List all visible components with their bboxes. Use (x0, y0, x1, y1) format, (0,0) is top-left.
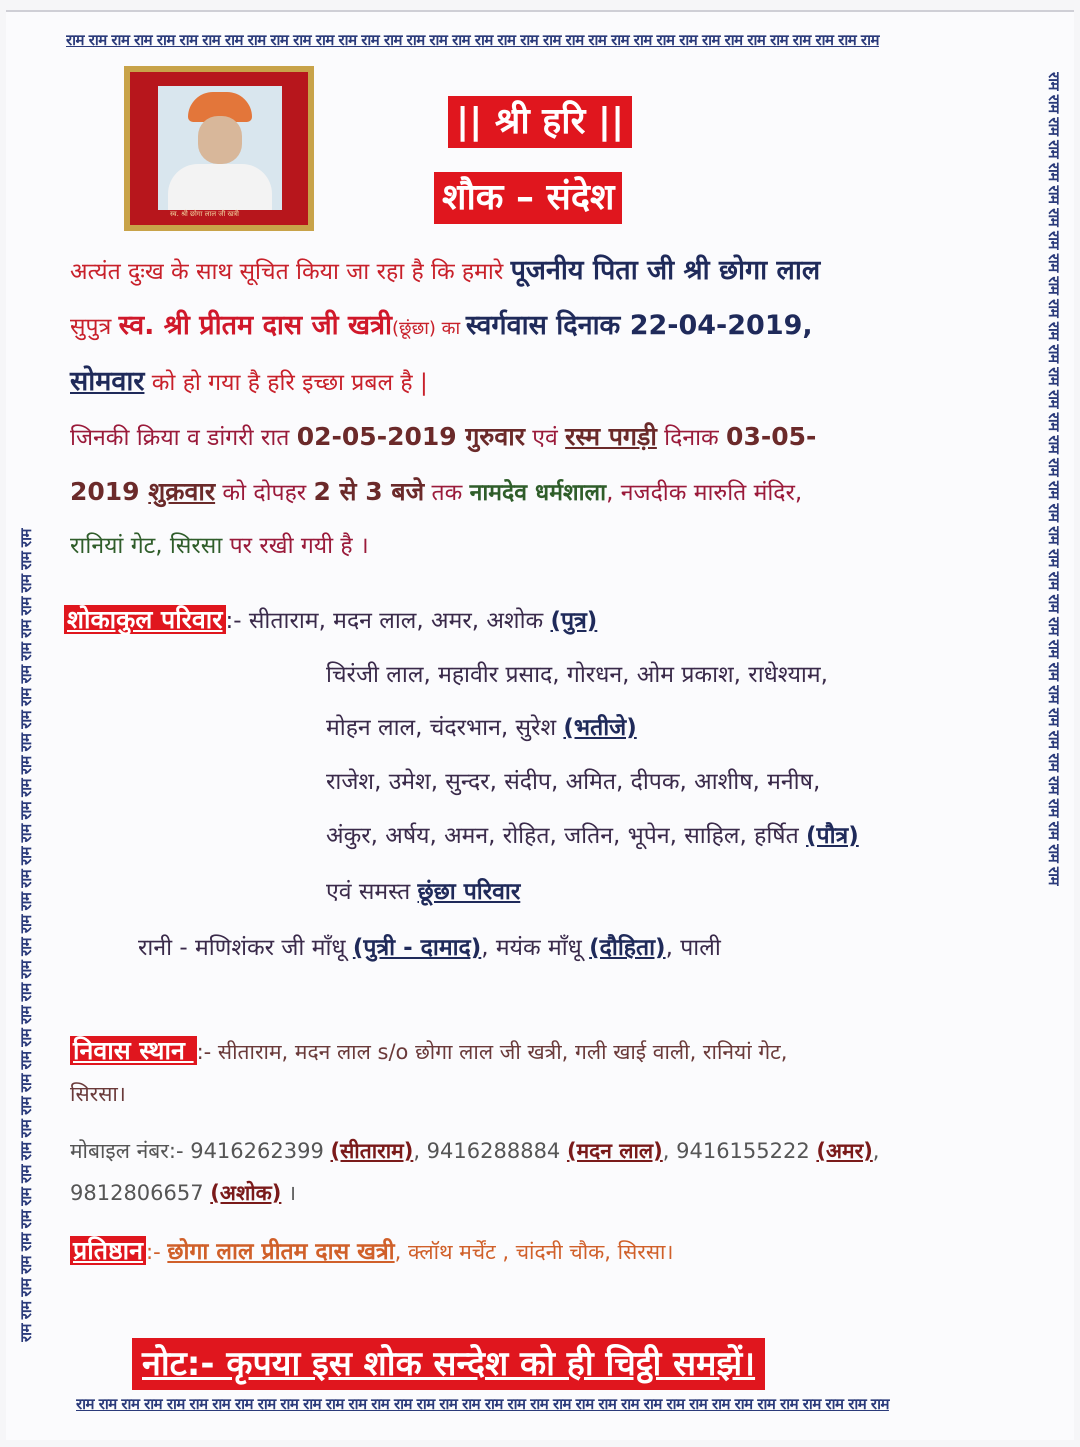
note-banner: नोट:- कृपया इस शोक सन्देश को ही चिट्ठी समझें। (132, 1338, 765, 1390)
announcement-paragraph: अत्यंत दुःख के साथ सूचित किया जा रहा है कि हमारे पूजनीय पिता जी श्री छोगा लाल सुपुत्र स्व. श्री प्रीतम दास जी खत्री(छूंछा) का स्वर्गवास दिनाक 22-04-2019, सोमवार को हो गया है हरि इच्छा प्रबल है | (70, 255, 821, 397)
border-right-text: राम राम राम राम राम राम राम राम राम राम राम राम राम राम राम राम राम राम राम राम राम राम राम राम राम राम राम राम राम राम राम राम राम राम राम राम (1045, 72, 1063, 885)
business-label: प्रतिष्ठान (70, 1236, 146, 1265)
residence: निवास स्थान :- सीताराम, मदन लाल s/o छोगा लाल जी खत्री, गली खाई वाली, रानियां गेट, सिरसा। (70, 1036, 788, 1106)
family-daughter: रानी - मणिशंकर जी माँधू (पुत्री - दामाद), मयंक माँधू (दौहिता), पाली (138, 935, 721, 961)
portrait-image (158, 86, 282, 210)
page-title: शौक – संदेश (434, 172, 622, 224)
family-sons: शोकाकुल परिवार :- सीताराम, मदन लाल, अमर, अशोक (पुत्र) (64, 602, 597, 639)
photo-caption: स्व. श्री छोगा लाल जी खत्री (170, 210, 239, 218)
shri-hari-heading: || श्री हरि || (448, 96, 632, 148)
mobile-numbers: मोबाइल नंबर:- 9416262399 (सीताराम), 9416288884 (मदन लाल), 9416155222 (अमर), 9812806657 (अशोक) । (70, 1139, 880, 1205)
portrait-photo (124, 66, 314, 231)
family-label: शोकाकुल परिवार (64, 605, 226, 634)
business: प्रतिष्ठान :- छोगा लाल प्रीतम दास खत्री, क्लॉथ मर्चेंट , चांदनी चौक, सिरसा। (70, 1230, 1030, 1273)
family-nephews-line2: मोहन लाल, चंदरभान, सुरेश (भतीजे) (326, 715, 637, 741)
residence-label: निवास स्थान (70, 1036, 197, 1065)
family-grandsons-line2: अंकुर, अर्षय, अमन, रोहित, जतिन, भूपेन, साहिल, हर्षित (पौत्र) (326, 823, 859, 849)
family-grandsons-line1: राजेश, उमेश, सुन्दर, संदीप, अमित, दीपक, आशीष, मनीष, (326, 769, 821, 795)
border-left-text: राम राम राम राम राम राम राम राम राम राम राम राम राम राम राम राम राम राम राम राम राम राम राम राम राम राम राम राम राम राम राम राम राम राम राम राम (17, 529, 35, 1342)
family-whole: एवं समस्त छूंछा परिवार (326, 879, 521, 905)
ceremony-paragraph: जिनकी क्रिया व डांगरी रात 02-05-2019 गुरुवार एवं रस्म पगड़ी दिनाक 03-05- 2019 शुक्रवार को दोपहर 2 से 3 बजे तक नामदेव धर्मशाला, नजदीक मारुति मंदिर, रानियां गेट, सिरसा पर रखी गयी है । (70, 422, 817, 559)
condolence-card (6, 10, 1074, 1440)
border-top-text: राम राम राम राम राम राम राम राम राम राम राम राम राम राम राम राम राम राम राम राम राम राम राम राम राम राम राम राम राम राम राम राम राम राम राम राम (66, 31, 879, 49)
border-bottom-text: राम राम राम राम राम राम राम राम राम राम राम राम राम राम राम राम राम राम राम राम राम राम राम राम राम राम राम राम राम राम राम राम राम राम राम राम (76, 1395, 889, 1413)
family-nephews-line1: चिरंजी लाल, महावीर प्रसाद, गोरधन, ओम प्रकाश, राधेश्याम, (326, 662, 828, 688)
